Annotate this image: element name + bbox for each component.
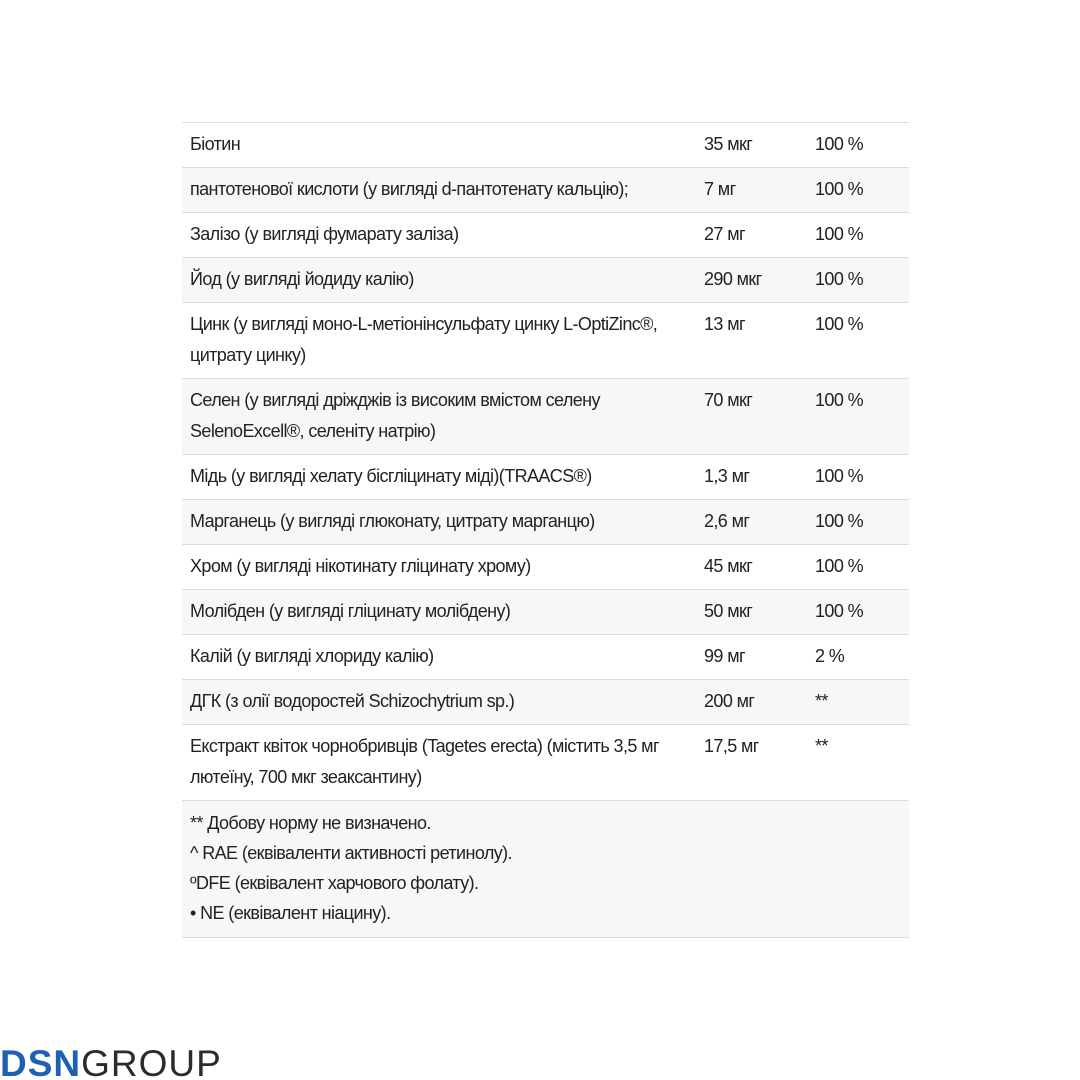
- nutrient-amount: 27 мг: [704, 224, 745, 244]
- nutrient-amount: 200 мг: [704, 691, 755, 711]
- nutrition-table: [182, 122, 909, 938]
- nutrient-amount: 7 мг: [704, 179, 736, 199]
- nutrient-daily-value: 100 %: [815, 511, 864, 531]
- footnote-dfe: ºDFE (еквівалент харчового фолату).: [190, 873, 479, 893]
- nutrient-daily-value: 100 %: [815, 390, 864, 410]
- nutrient-name: ДГК (з олії водоростей Schizochytrium sp.): [190, 691, 515, 711]
- footnote-no-daily-value: ** Добову норму не визначено.: [190, 813, 431, 833]
- table-row: [182, 680, 909, 725]
- notes-row: [182, 801, 909, 938]
- nutrient-daily-value: 100 %: [815, 269, 864, 289]
- table-row: [182, 590, 909, 635]
- table-row: [182, 725, 909, 801]
- nutrient-amount: 99 мг: [704, 646, 745, 666]
- nutrient-daily-value: 100 %: [815, 601, 864, 621]
- nutrient-name: Екстракт квіток чорнобривців (Tagetes erecta) (містить 3,5 мг лютеїну, 700 мкг зеаксантину): [190, 736, 659, 787]
- nutrient-daily-value: 100 %: [815, 556, 864, 576]
- nutrient-name: Цинк (у вигляді моно-L-метіонінсульфату цинку L-OptiZinc®, цитрату цинку): [190, 314, 658, 365]
- nutrient-daily-value: 100 %: [815, 134, 864, 154]
- nutrient-name: Калій (у вигляді хлориду калію): [190, 646, 434, 666]
- table-row: [182, 455, 909, 500]
- footnote-rae: ^ RAE (еквіваленти активності ретинолу).: [190, 843, 512, 863]
- nutrient-name: Хром (у вигляді нікотинату гліцинату хрому): [190, 556, 531, 576]
- nutrient-name: Марганець (у вигляді глюконату, цитрату марганцю): [190, 511, 595, 531]
- table-row: [182, 213, 909, 258]
- nutrient-name: Йод (у вигляді йодиду калію): [190, 269, 414, 289]
- nutrient-amount: 2,6 мг: [704, 511, 750, 531]
- nutrition-table-container: [182, 122, 909, 938]
- dsn-group-logo: [0, 1044, 222, 1080]
- nutrient-amount: 1,3 мг: [704, 466, 750, 486]
- nutrient-name: Селен (у вигляді дріжджів із високим вмістом селену SelenoExcell®, селеніту натрію): [190, 390, 600, 441]
- nutrient-amount: 50 мкг: [704, 601, 753, 621]
- logo-group-text: GROUP: [81, 1043, 222, 1080]
- footnote-ne: • NE (еквівалент ніацину).: [190, 903, 391, 923]
- nutrient-daily-value: 2 %: [815, 646, 845, 666]
- table-row: [182, 168, 909, 213]
- nutrient-amount: 70 мкг: [704, 390, 753, 410]
- nutrient-amount: 35 мкг: [704, 134, 753, 154]
- table-row: [182, 303, 909, 379]
- nutrient-amount: 290 мкг: [704, 269, 762, 289]
- logo-dsn-text: DSN: [0, 1043, 82, 1080]
- nutrient-daily-value: 100 %: [815, 179, 864, 199]
- nutrient-name: Молібден (у вигляді гліцинату молібдену): [190, 601, 511, 621]
- nutrient-name: Залізо (у вигляді фумарату заліза): [190, 224, 459, 244]
- footnotes: [182, 801, 909, 938]
- nutrient-name: пантотенової кислоти (у вигляді d-пантотенату кальцію);: [190, 179, 629, 199]
- table-row: [182, 379, 909, 455]
- nutrient-daily-value: 100 %: [815, 224, 864, 244]
- nutrient-amount: 45 мкг: [704, 556, 753, 576]
- nutrient-daily-value: 100 %: [815, 466, 864, 486]
- nutrient-amount: 13 мг: [704, 314, 745, 334]
- table-row: [182, 635, 909, 680]
- table-row: [182, 500, 909, 545]
- nutrient-daily-value: **: [815, 736, 828, 756]
- table-row: [182, 258, 909, 303]
- nutrient-daily-value: **: [815, 691, 828, 711]
- nutrient-amount: 17,5 мг: [704, 736, 759, 756]
- nutrient-name: Мідь (у вигляді хелату бісгліцинату міді)(TRAACS®): [190, 466, 592, 486]
- table-row: [182, 123, 909, 168]
- nutrient-name: Біотин: [190, 134, 241, 154]
- nutrient-daily-value: 100 %: [815, 314, 864, 334]
- table-row: [182, 545, 909, 590]
